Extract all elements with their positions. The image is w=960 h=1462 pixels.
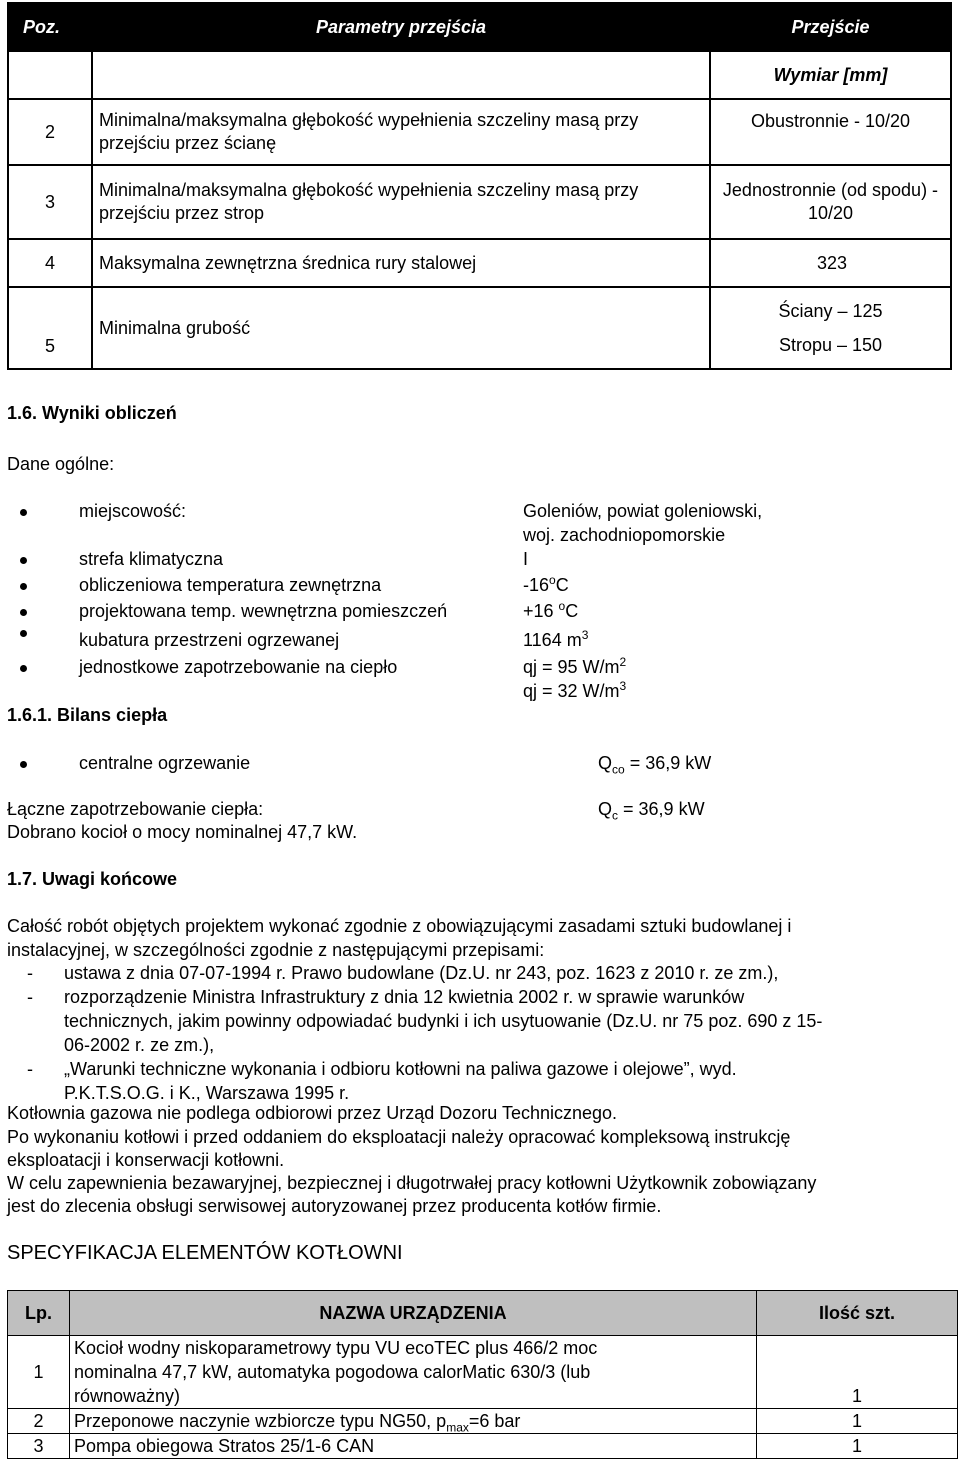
row-param: Minimalna/maksymalna głębokość wypełnienia szczeliny masą przy przejściu przez ścianę (92, 99, 710, 165)
total-value: $Q_c = 36,9$ kW (598, 799, 705, 823)
row-param: Minimalna grubość (92, 287, 710, 369)
row-number: 3 (8, 165, 92, 239)
paragraph-line: instalacyjnej, w szczególności zgodnie z następującymi przepisami: (7, 940, 545, 960)
row-value: Jednostronnie (od spodu) - 10/20 (710, 165, 951, 239)
bullet-icon (20, 509, 27, 516)
total-label: Łączne zapotrzebowanie ciepła: (7, 799, 264, 819)
row-number: 2 (8, 99, 92, 165)
header-name: NAZWA URZĄDZENIA (70, 1291, 757, 1336)
row-value: 323 (710, 239, 951, 287)
table-row: 3 Pompa obiegowa Stratos 25/1-6 CAN 1 (8, 1434, 958, 1459)
row-number: 4 (8, 239, 92, 287)
paragraph-line: W celu zapewnienia bezawaryjnej, bezpiecznej i długotrwałej pracy kotłowni Użytkownik zobowiązany (7, 1173, 817, 1193)
spec-table (7, 1290, 958, 1459)
header-przejscie: Przejście (710, 3, 951, 51)
bullet-icon (20, 557, 27, 564)
row-value-ceiling: Stropu – 150 (778, 335, 883, 355)
header-wymiar: Wymiar [mm] (710, 51, 951, 99)
section-subheading: Dane ogólne: (7, 454, 115, 474)
bullet-icon (20, 609, 27, 616)
list-item: - „Warunki techniczne wykonania i odbioru kotłowni na paliwa gazowe i olejowe”, wyd. P.K.T.S.O.G. i K., Warszawa 1995 r. (27, 1059, 737, 1103)
list-item: - ustawa z dnia 07-07-1994 r. Prawo budowlane (Dz.U. nr 243, poz. 1623 z 2010 r. ze zm.), (27, 963, 779, 983)
bullet-icon (20, 665, 27, 672)
paragraph-line: Kotłownia gazowa nie podlega odbiorowi przez Urząd Dozoru Technicznego. (7, 1103, 618, 1123)
bullet-icon (20, 583, 27, 590)
section-heading: 1.7. Uwagi końcowe (7, 869, 178, 889)
header-qty: Ilość szt. (757, 1291, 958, 1336)
paragraph-line: Po wykonaniu kotłowi i przed oddaniem do eksploatacji należy opracować kompleksową instrukcję (7, 1127, 791, 1147)
row-value-walls: Ściany – 125 (778, 301, 883, 321)
header-params: Parametry przejścia (92, 3, 710, 51)
paragraph-line: eksploatacji i konserwacji kotłowni. (7, 1150, 285, 1170)
header-poz: Poz. (8, 3, 92, 51)
header-lp: Lp. (8, 1291, 70, 1336)
section-heading: 1.6. Wyniki obliczeń (7, 403, 177, 423)
table-row: 1 Kocioł wodny niskoparametrowy typu VU ecoTEC plus 466/2 moc nominalna 47,7 kW, automatyka pogodowa calorMatic 630/3 (lub równoważny) 1 (8, 1336, 958, 1409)
passage-parameters-table (7, 2, 952, 370)
paragraph-line: jest do zlecenia obsługi serwisowej autoryzowanej przez producenta kotłów firmie. (7, 1196, 662, 1216)
list-item: - rozporządzenie Ministra Infrastruktury z dnia 12 kwietnia 2002 r. w sprawie warunków technicznych, jakim powinny odpowiadać budynki i ich usytuowanie (Dz.U. nr 75 poz. 690 z 15- 06-2002 r. ze zm.), (27, 987, 823, 1055)
table-row: 2 Przeponowe naczynie wzbiorcze typu NG50, $p_{max}=6$ bar 1 (8, 1409, 958, 1434)
row-param: Maksymalna zewnętrzna średnica rury stalowej (92, 239, 710, 287)
row-value: Obustronnie - 10/20 (710, 99, 951, 165)
paragraph-line: Całość robót objętych projektem wykonać zgodnie z obowiązującymi zasadami sztuki budowlanej i (7, 916, 792, 936)
spec-heading: SPECYFIKACJA ELEMENTÓW KOTŁOWNI (7, 1242, 403, 1264)
section-heading: 1.6.1. Bilans ciepła (7, 705, 168, 725)
bullet-icon (20, 630, 27, 637)
boiler-text: Dobrano kocioł o mocy nominalnej 47,7 kW. (7, 822, 358, 842)
row-param: Minimalna/maksymalna głębokość wypełnienia szczeliny masą przy przejściu przez strop (92, 165, 710, 239)
row-value (710, 287, 951, 369)
bullet-icon (20, 761, 27, 768)
row-number: 5 (8, 287, 92, 369)
regulation-list (7, 963, 957, 1107)
